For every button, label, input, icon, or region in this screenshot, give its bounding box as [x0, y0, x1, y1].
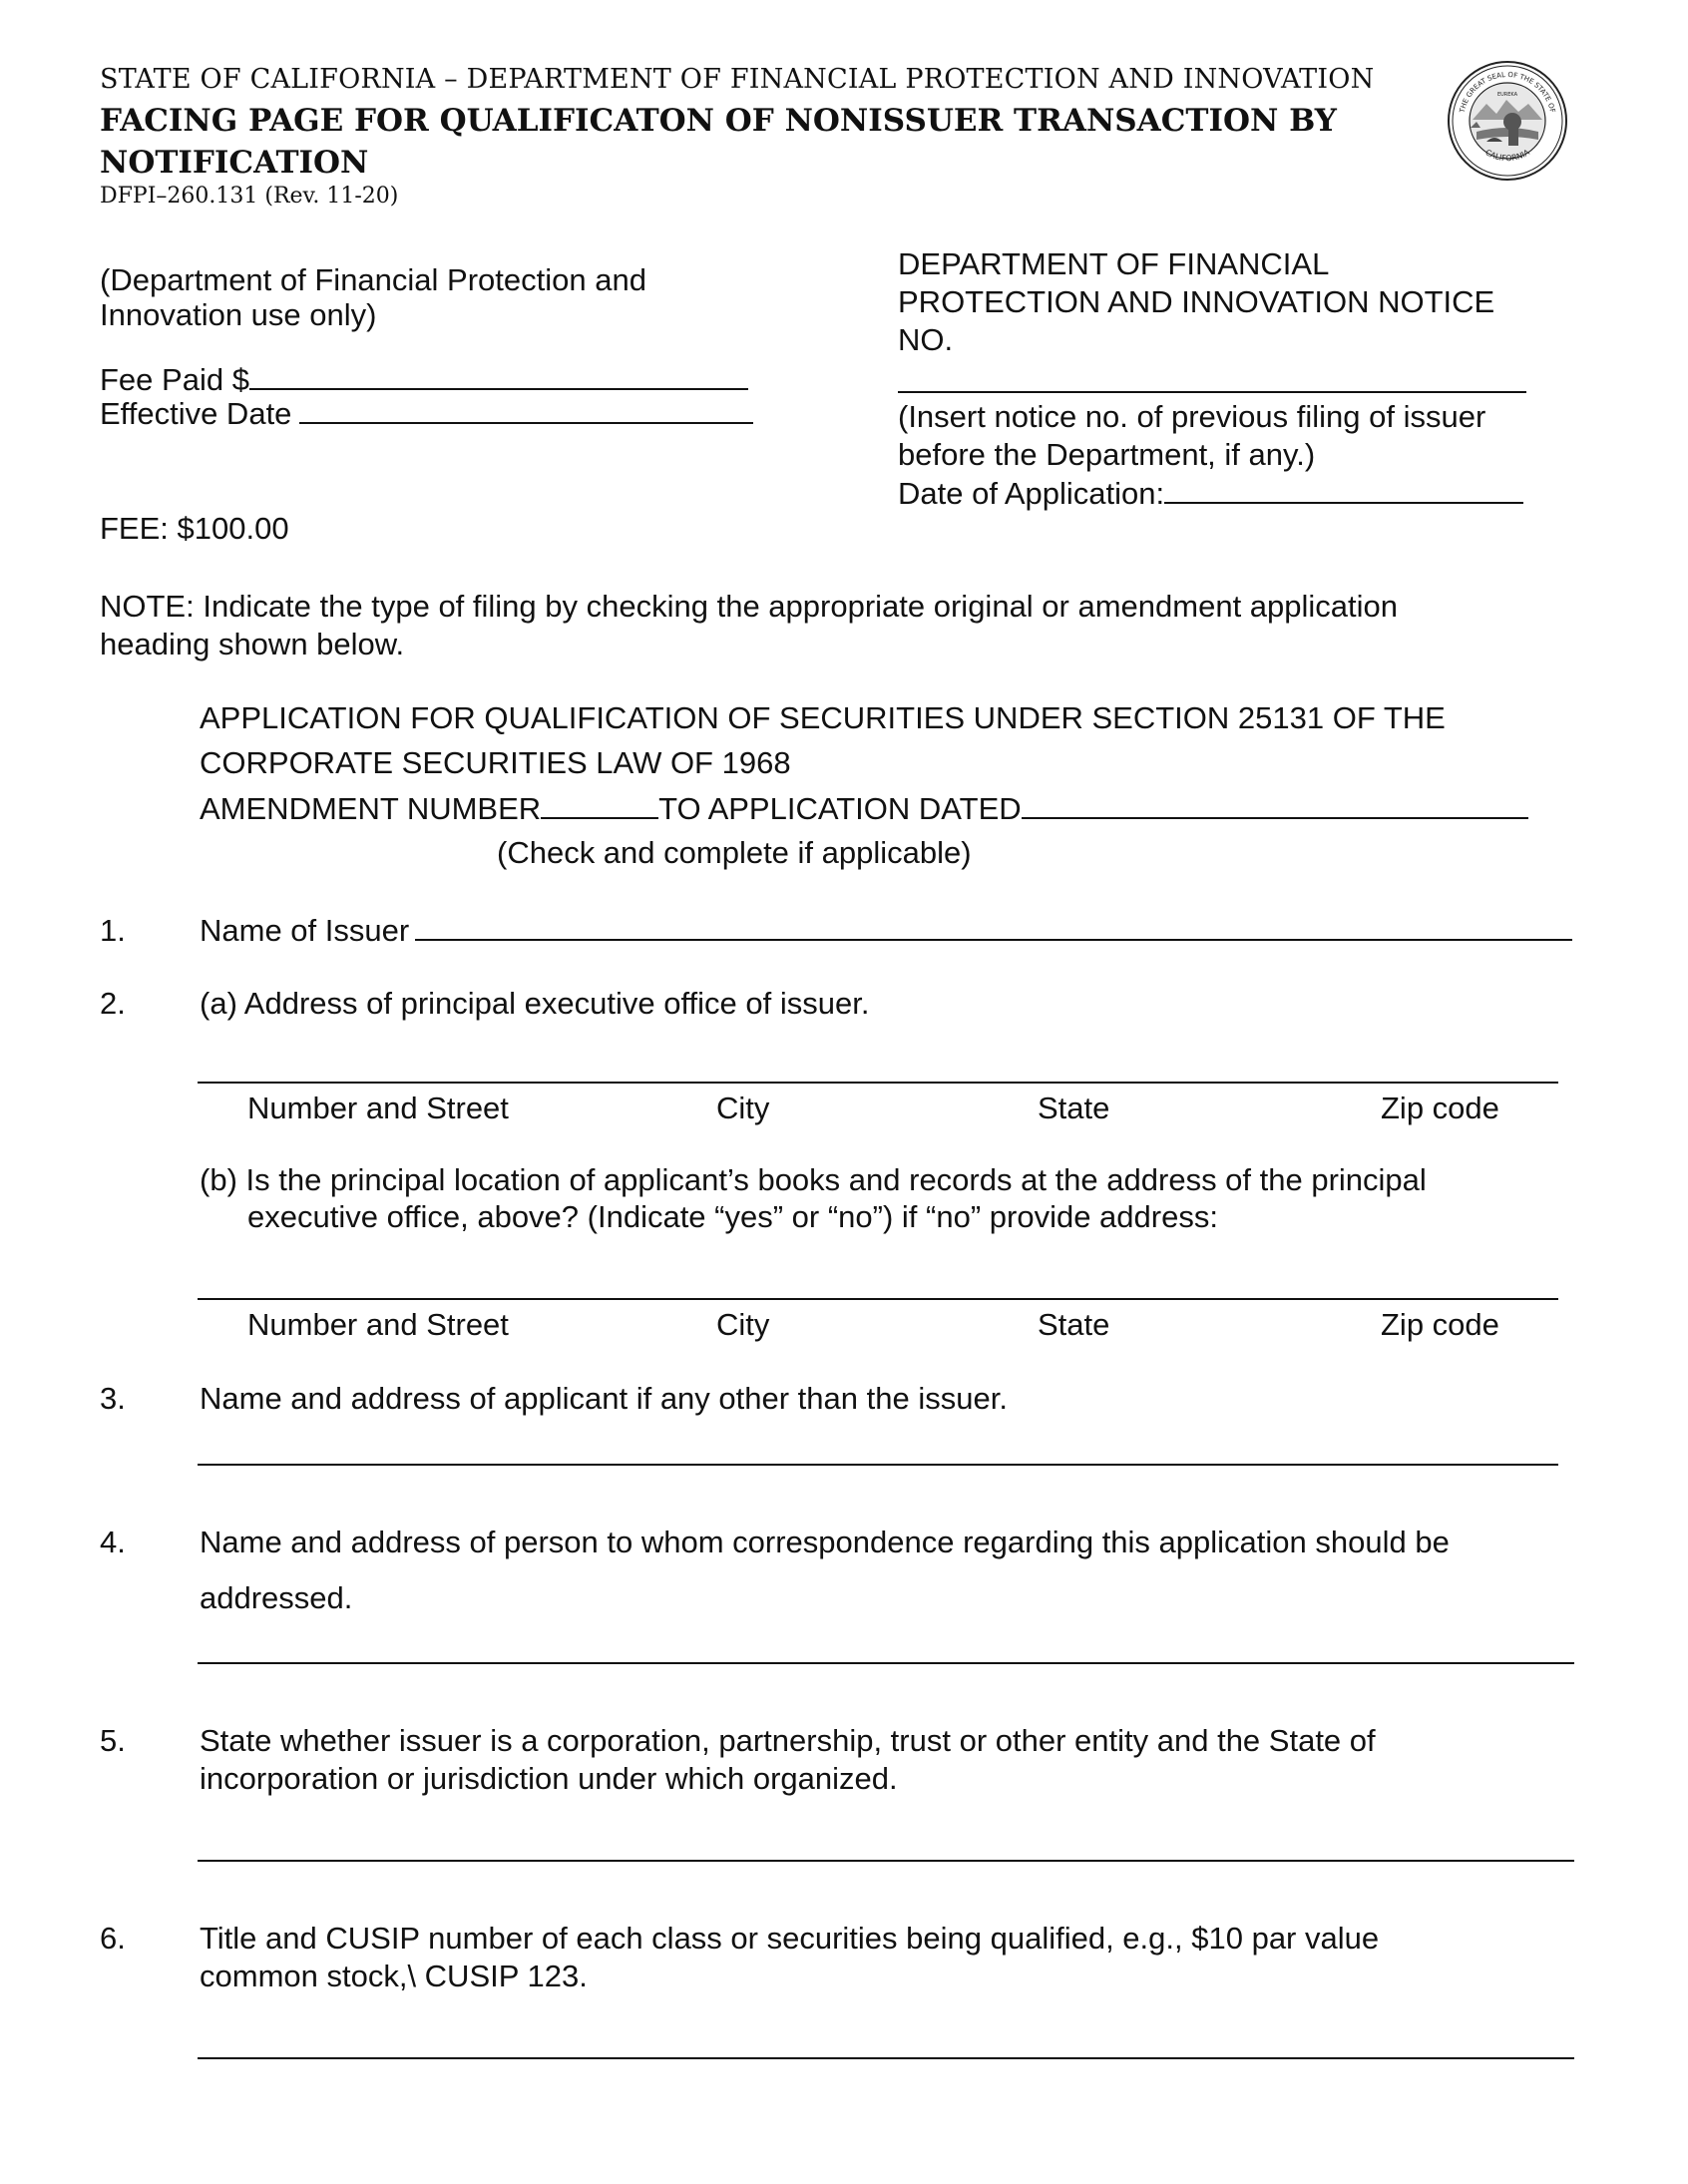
address-label-street: Number and Street [247, 1091, 509, 1125]
date-of-application-field[interactable] [1164, 476, 1523, 504]
notice-title-line2: PROTECTION AND INNOVATION NOTICE [898, 284, 1495, 319]
form-number: DFPI–260.131 (Rev. 11-20) [100, 184, 399, 209]
item-4-line2: addressed. [200, 1580, 353, 1615]
office-use-label-line2: Innovation use only) [100, 297, 377, 332]
item-3-label: Name and address of applicant if any other than the issuer. [200, 1381, 1008, 1416]
form-title-line1: FACING PAGE FOR QUALIFICATON OF NONISSUER TRANSACTION BY [100, 103, 1337, 139]
effective-date-label: Effective Date [100, 396, 292, 431]
fee-paid-label: Fee Paid $ [100, 362, 249, 397]
fee-paid-field[interactable] [249, 362, 748, 390]
notice-title-line3: NO. [898, 322, 954, 357]
item-5-line2: incorporation or jurisdiction under which organized. [200, 1761, 898, 1796]
item-1-number: 1. [100, 913, 126, 948]
agency-name: STATE OF CALIFORNIA – DEPARTMENT OF FINANCIAL PROTECTION AND INNOVATION [100, 64, 1375, 95]
entity-type-field[interactable] [198, 1860, 1574, 1862]
principal-office-address-field[interactable] [198, 1082, 1558, 1084]
seal-text-top: THE GREAT SEAL OF THE STATE OF [1458, 70, 1557, 114]
notice-title-line1: DEPARTMENT OF FINANCIAL [898, 246, 1330, 281]
address-label-state-2: State [1038, 1307, 1110, 1342]
item-2-number: 2. [100, 986, 126, 1021]
address-label-city-2: City [716, 1307, 770, 1342]
form-title-line2: NOTIFICATION [100, 145, 369, 181]
item-6-line1: Title and CUSIP number of each class or securities being qualified, e.g., $10 par value [200, 1921, 1380, 1956]
amendment-number-field[interactable] [541, 791, 658, 819]
state-seal-icon [1447, 60, 1568, 182]
to-application-dated-label: TO APPLICATION DATED [658, 791, 1022, 826]
item-6-number: 6. [100, 1921, 126, 1956]
address-label-zip: Zip code [1381, 1091, 1499, 1125]
address-label-city: City [716, 1091, 770, 1125]
fee-amount: FEE: $100.00 [100, 511, 289, 546]
note-line1: NOTE: Indicate the type of filing by checking the appropriate original or amendment application [100, 589, 1399, 624]
address-label-zip-2: Zip code [1381, 1307, 1499, 1342]
item-2a-label: (a) Address of principal executive office of issuer. [200, 986, 870, 1021]
notice-insert-line1: (Insert notice no. of previous filing of issuer [898, 399, 1486, 434]
item-4-number: 4. [100, 1525, 126, 1559]
date-of-application-label: Date of Application: [898, 476, 1165, 511]
check-note: (Check and complete if applicable) [497, 835, 972, 870]
item-1-label: Name of Issuer [200, 913, 410, 948]
notice-insert-line2: before the Department, if any.) [898, 437, 1316, 472]
address-label-street-2: Number and Street [247, 1307, 509, 1342]
item-5-line1: State whether issuer is a corporation, partnership, trust or other entity and the State of [200, 1723, 1376, 1758]
amendment-number-label: AMENDMENT NUMBER [200, 791, 542, 826]
application-heading-line1: APPLICATION FOR QUALIFICATION OF SECURITIES UNDER SECTION 25131 OF THE [200, 700, 1446, 735]
books-records-address-field[interactable] [198, 1298, 1558, 1300]
address-label-state: State [1038, 1091, 1110, 1125]
seal-text-bottom: CALIFORNIA [1483, 148, 1531, 164]
item-2b-line1: (b) Is the principal location of applicant’s books and records at the address of the principal [200, 1162, 1427, 1197]
item-4-line1: Name and address of person to whom correspondence regarding this application should be [200, 1525, 1450, 1559]
issuer-name-field[interactable] [415, 913, 1572, 941]
correspondence-field[interactable] [198, 1662, 1574, 1664]
application-dated-field[interactable] [1022, 791, 1528, 819]
notice-number-field[interactable] [898, 391, 1526, 393]
note-line2: heading shown below. [100, 627, 405, 661]
item-6-line2: common stock,\ CUSIP 123. [200, 1959, 588, 1993]
securities-title-field[interactable] [198, 2057, 1574, 2059]
item-2b-line2: executive office, above? (Indicate “yes” or “no”) if “no” provide address: [247, 1199, 1218, 1234]
item-3-number: 3. [100, 1381, 126, 1416]
applicant-field[interactable] [198, 1464, 1558, 1466]
effective-date-field[interactable] [299, 396, 753, 424]
application-heading-line2: CORPORATE SECURITIES LAW OF 1968 [200, 745, 791, 780]
office-use-label-line1: (Department of Financial Protection and [100, 262, 646, 297]
seal-motto: EUREKA [1496, 92, 1518, 98]
item-5-number: 5. [100, 1723, 126, 1758]
